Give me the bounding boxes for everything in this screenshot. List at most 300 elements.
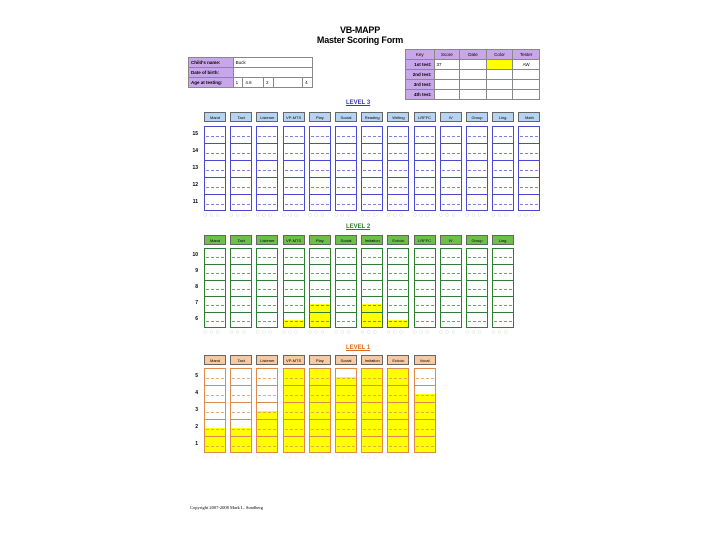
level2-cell[interactable] — [467, 264, 487, 280]
level2-cell[interactable] — [205, 264, 225, 280]
half-step-line — [337, 395, 355, 396]
level3-cell[interactable] — [467, 194, 487, 211]
level2-cell[interactable] — [336, 248, 356, 264]
level1-cell[interactable] — [362, 385, 382, 402]
level2-cell[interactable] — [231, 248, 251, 264]
level1-cell[interactable] — [415, 385, 435, 402]
key-row-score[interactable] — [434, 80, 460, 90]
half-step-line — [258, 412, 276, 413]
level1-cell[interactable] — [284, 402, 304, 419]
half-step-line — [416, 187, 434, 188]
half-step-line — [258, 257, 276, 258]
half-step-line — [258, 321, 276, 322]
level1-cell[interactable] — [336, 368, 356, 385]
level3-cell[interactable] — [336, 126, 356, 143]
level3-cell[interactable] — [205, 126, 225, 143]
level3-cell[interactable] — [415, 126, 435, 143]
half-step-line — [363, 429, 381, 430]
half-step-line — [232, 289, 250, 290]
level2-cell[interactable] — [415, 248, 435, 264]
level2-cell[interactable] — [388, 296, 408, 312]
level3-header-listener: Listener — [256, 112, 278, 122]
level2-cell[interactable] — [205, 280, 225, 296]
half-step-line — [494, 136, 512, 137]
level1-column — [387, 368, 409, 453]
level1-header-imitation: Imitation — [361, 355, 383, 365]
key-row-tester[interactable] — [513, 80, 540, 90]
level2-cell[interactable] — [493, 248, 513, 264]
level1-cell[interactable] — [205, 402, 225, 419]
level3-cell[interactable] — [284, 194, 304, 211]
level2-cell[interactable] — [205, 312, 225, 328]
level2-cell[interactable] — [257, 296, 277, 312]
half-step-line — [258, 395, 276, 396]
level2-cell[interactable] — [284, 248, 304, 264]
level1-cell[interactable] — [231, 385, 251, 402]
level3-cell[interactable] — [467, 160, 487, 177]
half-step-line — [311, 257, 329, 258]
level2-column — [309, 248, 331, 328]
level1-cell[interactable] — [231, 436, 251, 453]
half-step-line — [258, 136, 276, 137]
half-step-line — [416, 257, 434, 258]
half-step-line — [258, 289, 276, 290]
level1-column — [335, 368, 357, 453]
level1-cell[interactable] — [388, 385, 408, 402]
level1-cell[interactable] — [310, 419, 330, 436]
level2-column — [492, 248, 514, 328]
half-step-line — [442, 305, 460, 306]
level2-cell[interactable] — [362, 248, 382, 264]
level3-cell[interactable] — [231, 177, 251, 194]
level1-cell[interactable] — [205, 368, 225, 385]
column-footer-circles: ○○○ — [386, 329, 406, 336]
half-step-line — [442, 321, 460, 322]
half-step-line — [311, 446, 329, 447]
column-footer-circles: ○○○ — [517, 212, 537, 219]
half-step-line — [232, 153, 250, 154]
level1-cell[interactable] — [310, 402, 330, 419]
level1-cell[interactable] — [205, 436, 225, 453]
level3-cell[interactable] — [519, 194, 539, 211]
level3-cell[interactable] — [231, 126, 251, 143]
level1-cell[interactable] — [205, 385, 225, 402]
age-1-value[interactable]: 4.6 — [243, 78, 264, 88]
half-step-line — [416, 321, 434, 322]
key-row-tester[interactable]: AW — [513, 60, 540, 70]
half-step-line — [416, 273, 434, 274]
level1-cell[interactable] — [388, 402, 408, 419]
level1-cell[interactable] — [388, 419, 408, 436]
key-row-score[interactable]: 37 — [434, 60, 460, 70]
half-step-line — [442, 136, 460, 137]
half-step-line — [468, 153, 486, 154]
half-step-line — [442, 153, 460, 154]
level2-cell[interactable] — [441, 264, 461, 280]
level1-cell[interactable] — [284, 419, 304, 436]
level1-cell[interactable] — [362, 402, 382, 419]
level3-cell[interactable] — [467, 143, 487, 160]
level2-cell[interactable] — [493, 280, 513, 296]
level3-cell[interactable] — [388, 194, 408, 211]
level2-cell[interactable] — [362, 280, 382, 296]
level3-cell[interactable] — [284, 126, 304, 143]
column-footer-circles: ○○○ — [307, 329, 327, 336]
level3-cell[interactable] — [519, 160, 539, 177]
level3-cell[interactable] — [284, 177, 304, 194]
level3-cell[interactable] — [493, 143, 513, 160]
copyright: Copyright 2007-2008 Mark L. Sundberg — [190, 505, 264, 510]
level3-cell[interactable] — [441, 126, 461, 143]
level3-column — [466, 126, 488, 211]
half-step-line — [232, 273, 250, 274]
column-footer-circles: ○○○ — [465, 212, 484, 219]
level1-cell[interactable] — [284, 436, 304, 453]
level3-cell[interactable] — [284, 143, 304, 160]
level2-cell[interactable] — [467, 280, 487, 296]
half-step-line — [520, 153, 538, 154]
level3-cell[interactable] — [493, 194, 513, 211]
level1-cell[interactable] — [415, 419, 435, 436]
level3-cell[interactable] — [205, 160, 225, 177]
key-header-key: Key — [406, 50, 435, 60]
half-step-line — [363, 257, 381, 258]
level2-cell[interactable] — [493, 312, 513, 328]
level3-cell[interactable] — [362, 126, 382, 143]
level3-cell[interactable] — [388, 177, 408, 194]
half-step-line — [206, 305, 224, 306]
level3-cell[interactable] — [205, 143, 225, 160]
level2-cell[interactable] — [310, 280, 330, 296]
level1-cell[interactable] — [336, 419, 356, 436]
level2-cell[interactable] — [493, 264, 513, 280]
level3-cell[interactable] — [310, 177, 330, 194]
level3-header-tact: Tact — [230, 112, 252, 122]
level2-cell[interactable] — [310, 248, 330, 264]
level3-column — [335, 126, 357, 211]
level3-cell[interactable] — [257, 126, 277, 143]
level1-cell[interactable] — [362, 368, 382, 385]
level2-cell[interactable] — [336, 312, 356, 328]
half-step-line — [442, 170, 460, 171]
level3-cell[interactable] — [493, 177, 513, 194]
level3-cell[interactable] — [205, 177, 225, 194]
level3-cell[interactable] — [441, 177, 461, 194]
level2-cell[interactable] — [388, 280, 408, 296]
age-label: Age at testing: — [189, 78, 234, 88]
half-step-line — [416, 204, 434, 205]
half-step-line — [442, 289, 460, 290]
level1-cell[interactable] — [310, 436, 330, 453]
child-name-value[interactable]: Buck — [233, 58, 312, 68]
level2-cell[interactable] — [257, 312, 277, 328]
level3-cell[interactable] — [388, 143, 408, 160]
column-footer-circles: ○○○ — [229, 329, 248, 336]
level3-column — [204, 126, 226, 211]
key-row-date[interactable] — [460, 80, 486, 90]
level2-cell[interactable] — [441, 312, 461, 328]
level3-cell[interactable] — [257, 143, 277, 160]
level1-cell[interactable] — [231, 419, 251, 436]
level2-row-label: 7 — [195, 300, 198, 306]
level3-cell[interactable] — [415, 160, 435, 177]
column-footer-circles: ○○○ — [386, 454, 406, 461]
half-step-line — [258, 187, 276, 188]
key-row-color-swatch — [486, 90, 513, 100]
level3-cell[interactable] — [336, 177, 356, 194]
key-row-label: 2nd test: — [406, 70, 435, 80]
level1-row-label: 1 — [195, 440, 198, 447]
level1-column — [256, 368, 278, 453]
level3-cell[interactable] — [493, 126, 513, 143]
level2-cell[interactable] — [257, 280, 277, 296]
level3-cell[interactable] — [362, 143, 382, 160]
column-footer-circles: ○○○ — [360, 329, 379, 336]
half-step-line — [232, 412, 250, 413]
level3-cell[interactable] — [257, 160, 277, 177]
level1-column — [414, 368, 436, 453]
key-row-score[interactable] — [434, 70, 460, 80]
level2-cell[interactable] — [231, 312, 251, 328]
level3-cell[interactable] — [205, 194, 225, 211]
half-step-line — [232, 321, 250, 322]
level3-cell[interactable] — [257, 194, 277, 211]
half-step-line — [311, 395, 329, 396]
level2-cell[interactable] — [257, 264, 277, 280]
level1-column — [204, 368, 226, 453]
level2-cell[interactable] — [388, 264, 408, 280]
level2-cell[interactable] — [284, 312, 304, 328]
level1-cell[interactable] — [415, 402, 435, 419]
level3-cell[interactable] — [388, 126, 408, 143]
half-step-line — [232, 204, 250, 205]
half-step-line — [285, 153, 303, 154]
level1-cell[interactable] — [336, 402, 356, 419]
level2-cell[interactable] — [336, 280, 356, 296]
half-step-line — [389, 136, 407, 137]
level2-column — [361, 248, 383, 328]
level3-cell[interactable] — [415, 177, 435, 194]
half-step-line — [416, 446, 434, 447]
level1-cell[interactable] — [257, 385, 277, 402]
level3-column — [283, 126, 305, 211]
level2-cell[interactable] — [467, 248, 487, 264]
level2-cell[interactable] — [467, 296, 487, 312]
level1-cell[interactable] — [284, 385, 304, 402]
level1-cell[interactable] — [257, 419, 277, 436]
level1-cell[interactable] — [310, 385, 330, 402]
level3-cell[interactable] — [336, 160, 356, 177]
column-footer-circles: ○○○ — [491, 212, 510, 219]
half-step-line — [206, 446, 224, 447]
column-footer-circles: ○○○ — [386, 212, 406, 219]
level3-cell[interactable] — [441, 143, 461, 160]
key-header-date: Date — [460, 50, 486, 60]
half-step-line — [311, 305, 329, 306]
level3-cell[interactable] — [336, 194, 356, 211]
level2-header-social: Social — [335, 235, 357, 245]
level1-cell[interactable] — [415, 368, 435, 385]
level3-cell[interactable] — [310, 194, 330, 211]
level3-cell[interactable] — [441, 194, 461, 211]
half-step-line — [389, 273, 407, 274]
level1-cell[interactable] — [362, 419, 382, 436]
level1-cell[interactable] — [415, 436, 435, 453]
level3-cell[interactable] — [441, 160, 461, 177]
level2-cell[interactable] — [310, 264, 330, 280]
half-step-line — [468, 257, 486, 258]
half-step-line — [416, 153, 434, 154]
level1-header-social: Social — [335, 355, 357, 365]
column-footer-circles: ○○○ — [438, 329, 458, 336]
page-subtitle: Master Scoring Form — [316, 35, 404, 45]
level3-cell[interactable] — [231, 194, 251, 211]
level2-cell[interactable] — [388, 248, 408, 264]
level2-cell[interactable] — [257, 248, 277, 264]
key-row-tester[interactable] — [513, 90, 540, 100]
half-step-line — [337, 153, 355, 154]
dob-value[interactable] — [233, 68, 312, 78]
level2-cell[interactable] — [231, 296, 251, 312]
level1-cell[interactable] — [336, 436, 356, 453]
half-step-line — [389, 412, 407, 413]
half-step-line — [206, 187, 224, 188]
half-step-line — [520, 204, 538, 205]
half-step-line — [232, 136, 250, 137]
half-step-line — [363, 305, 381, 306]
key-row-date[interactable] — [460, 70, 486, 80]
level2-cell[interactable] — [284, 264, 304, 280]
level2-header-echoic: Echoic — [387, 235, 409, 245]
key-header-score: Score — [434, 50, 460, 60]
level1-cell[interactable] — [231, 368, 251, 385]
level3-cell[interactable] — [284, 160, 304, 177]
key-header-color: Color — [486, 50, 513, 60]
half-step-line — [232, 187, 250, 188]
level1-row-label: 2 — [195, 423, 198, 430]
level2-cell[interactable] — [493, 296, 513, 312]
level2-cell[interactable] — [415, 264, 435, 280]
level2-cell[interactable] — [231, 280, 251, 296]
level2-cell[interactable] — [415, 296, 435, 312]
half-step-line — [232, 378, 250, 379]
level2-cell[interactable] — [310, 312, 330, 328]
level2-cell[interactable] — [205, 248, 225, 264]
level2-cell[interactable] — [284, 296, 304, 312]
level3-cell[interactable] — [493, 160, 513, 177]
half-step-line — [416, 289, 434, 290]
level3-cell[interactable] — [519, 143, 539, 160]
level1-cell[interactable] — [284, 368, 304, 385]
level3-cell[interactable] — [519, 126, 539, 143]
level1-cell[interactable] — [362, 436, 382, 453]
level3-column — [309, 126, 331, 211]
level2-cell[interactable] — [441, 280, 461, 296]
level3-cell[interactable] — [519, 177, 539, 194]
level2-cell[interactable] — [362, 296, 382, 312]
level3-header-reading: Reading — [361, 112, 383, 122]
half-step-line — [285, 170, 303, 171]
column-footer-circles: ○○○ — [334, 329, 353, 336]
level2-cell[interactable] — [415, 312, 435, 328]
level2-cell[interactable] — [388, 312, 408, 328]
level2-cell[interactable] — [362, 312, 382, 328]
half-step-line — [416, 305, 434, 306]
level3-cell[interactable] — [415, 143, 435, 160]
level3-cell[interactable] — [310, 160, 330, 177]
level3-column — [387, 126, 409, 211]
level1-cell[interactable] — [336, 385, 356, 402]
half-step-line — [337, 321, 355, 322]
level3-cell[interactable] — [388, 160, 408, 177]
column-footer-circles: ○○○ — [229, 454, 248, 461]
level1-row-label: 4 — [195, 389, 198, 396]
half-step-line — [311, 273, 329, 274]
level3-cell[interactable] — [310, 126, 330, 143]
level1-header-vp-mts: VP-MTS — [283, 355, 305, 365]
level2-cell[interactable] — [415, 280, 435, 296]
half-step-line — [468, 305, 486, 306]
column-footer-circles: ○○○ — [203, 212, 222, 219]
level3-cell[interactable] — [362, 160, 382, 177]
level1-cell[interactable] — [231, 402, 251, 419]
level3-cell[interactable] — [362, 177, 382, 194]
level3-cell[interactable] — [362, 194, 382, 211]
level2-cell[interactable] — [336, 264, 356, 280]
half-step-line — [363, 187, 381, 188]
level3-cell[interactable] — [231, 160, 251, 177]
level3-cell[interactable] — [336, 143, 356, 160]
level1-row-label: 3 — [195, 406, 198, 413]
key-row-color-swatch — [486, 70, 513, 80]
half-step-line — [389, 204, 407, 205]
level3-cell[interactable] — [310, 143, 330, 160]
half-step-line — [285, 429, 303, 430]
level1-cell[interactable] — [310, 368, 330, 385]
level1-cell[interactable] — [205, 419, 225, 436]
level2-cell[interactable] — [284, 280, 304, 296]
level1-cell[interactable] — [257, 402, 277, 419]
level1-cell[interactable] — [388, 368, 408, 385]
level1-cell[interactable] — [257, 368, 277, 385]
level3-cell[interactable] — [467, 177, 487, 194]
level2-cell[interactable] — [310, 296, 330, 312]
level2-cell[interactable] — [362, 264, 382, 280]
key-row-tester[interactable] — [513, 70, 540, 80]
half-step-line — [206, 170, 224, 171]
key-row-date[interactable] — [460, 60, 486, 70]
level2-cell[interactable] — [441, 296, 461, 312]
level3-cell[interactable] — [257, 177, 277, 194]
half-step-line — [206, 378, 224, 379]
half-step-line — [337, 378, 355, 379]
key-row-date[interactable] — [460, 90, 486, 100]
level2-cell[interactable] — [205, 296, 225, 312]
half-step-line — [363, 289, 381, 290]
level2-cell[interactable] — [231, 264, 251, 280]
level2-cell[interactable] — [336, 296, 356, 312]
level2-cell[interactable] — [467, 312, 487, 328]
level1-cell[interactable] — [257, 436, 277, 453]
column-footer-circles: ○○○ — [307, 454, 327, 461]
level1-cell[interactable] — [388, 436, 408, 453]
level3-cell[interactable] — [231, 143, 251, 160]
level3-cell[interactable] — [415, 194, 435, 211]
key-row-score[interactable] — [434, 90, 460, 100]
level2-cell[interactable] — [441, 248, 461, 264]
age-2-value[interactable] — [273, 78, 302, 88]
level3-cell[interactable] — [467, 126, 487, 143]
